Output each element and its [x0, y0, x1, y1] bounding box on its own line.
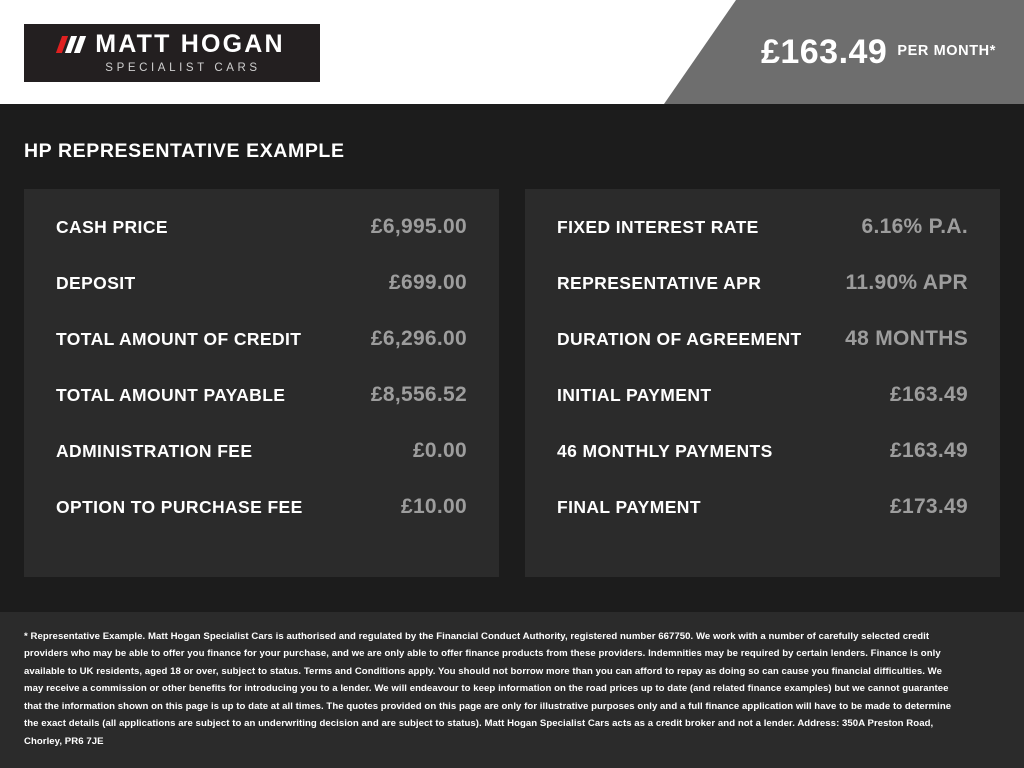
row-label: INITIAL PAYMENT — [557, 385, 712, 405]
price-suffix: PER MONTH* — [897, 43, 996, 59]
table-row — [557, 271, 968, 327]
row-value: £163.49 — [889, 439, 968, 462]
panel-right — [525, 189, 1000, 577]
table-row — [56, 271, 467, 327]
row-value: £173.49 — [889, 495, 968, 518]
page-header — [0, 0, 1024, 104]
row-value: £6,995.00 — [370, 215, 467, 238]
row-label: REPRESENTATIVE APR — [557, 273, 762, 293]
table-row — [557, 439, 968, 495]
row-label: 46 MONTHLY PAYMENTS — [557, 441, 773, 461]
footer-disclaimer — [0, 612, 1024, 768]
logo-wordmark-row — [59, 32, 285, 57]
row-value: 48 MONTHS — [845, 327, 968, 350]
table-row — [56, 383, 467, 439]
row-label: DEPOSIT — [56, 273, 136, 293]
row-label: DURATION OF AGREEMENT — [557, 329, 802, 349]
page-title: HP REPRESENTATIVE EXAMPLE — [24, 140, 345, 162]
logo-subtitle: SPECIALIST CARS — [105, 62, 261, 74]
row-value: 11.90% APR — [845, 271, 968, 294]
row-value: £10.00 — [400, 495, 467, 518]
row-label: CASH PRICE — [56, 217, 168, 237]
row-value: £163.49 — [889, 383, 968, 406]
row-label: FINAL PAYMENT — [557, 497, 701, 517]
row-label: FIXED INTEREST RATE — [557, 217, 759, 237]
table-row — [557, 215, 968, 271]
table-row — [56, 215, 467, 271]
monthly-price — [761, 0, 996, 104]
brand-logo — [24, 24, 320, 82]
row-label: ADMINISTRATION FEE — [56, 441, 253, 461]
disclaimer-text: * Representative Example. Matt Hogan Specialist Cars is authorised and regulated by the Financial Conduct Authority, registered number 667750. We work with a number of carefully selected credit providers who may be able to offer you finance for your purchase, and we are only able to offer finance products from these providers. Indemnities may be required by certain lenders. Finance is only available to UK residents, aged 18 or over, subject to status. Terms and Conditions apply. You should not borrow more than you can afford to repay as doing so can cause you financial difficulties. We may receive a commission or other benefits for introducing you to a lender. We will endeavour to keep information on the road prices up to date (and related finance examples) but we cannot guarantee that the information shown on this page is up to date at all times. The quotes provided on this page are only for illustrative purposes only and a full finance application will have to be made to determine the exact details (all applications are subject to an underwriting decision and are subject to status). Matt Hogan Specialist Cars acts as a credit broker and not a lender. Address: 350A Preston Road, Chorley, PR6 7JE — [24, 630, 952, 747]
row-label: TOTAL AMOUNT OF CREDIT — [56, 329, 302, 349]
slashes-icon — [56, 36, 86, 53]
row-label: TOTAL AMOUNT PAYABLE — [56, 385, 286, 405]
table-row — [557, 383, 968, 439]
row-value: £0.00 — [412, 439, 467, 462]
row-value: £6,296.00 — [370, 327, 467, 350]
finance-panels — [0, 163, 1024, 577]
logo-name: MATT HOGAN — [95, 30, 285, 58]
table-row — [56, 439, 467, 495]
price-amount: £163.49 — [760, 33, 888, 71]
table-row — [557, 495, 968, 551]
table-row — [557, 327, 968, 383]
table-row — [56, 495, 467, 551]
row-value: £699.00 — [388, 271, 467, 294]
table-row — [56, 327, 467, 383]
row-value: £8,556.52 — [370, 383, 467, 406]
row-label: OPTION TO PURCHASE FEE — [56, 497, 303, 517]
panel-left — [24, 189, 499, 577]
row-value: 6.16% P.A. — [861, 215, 968, 238]
